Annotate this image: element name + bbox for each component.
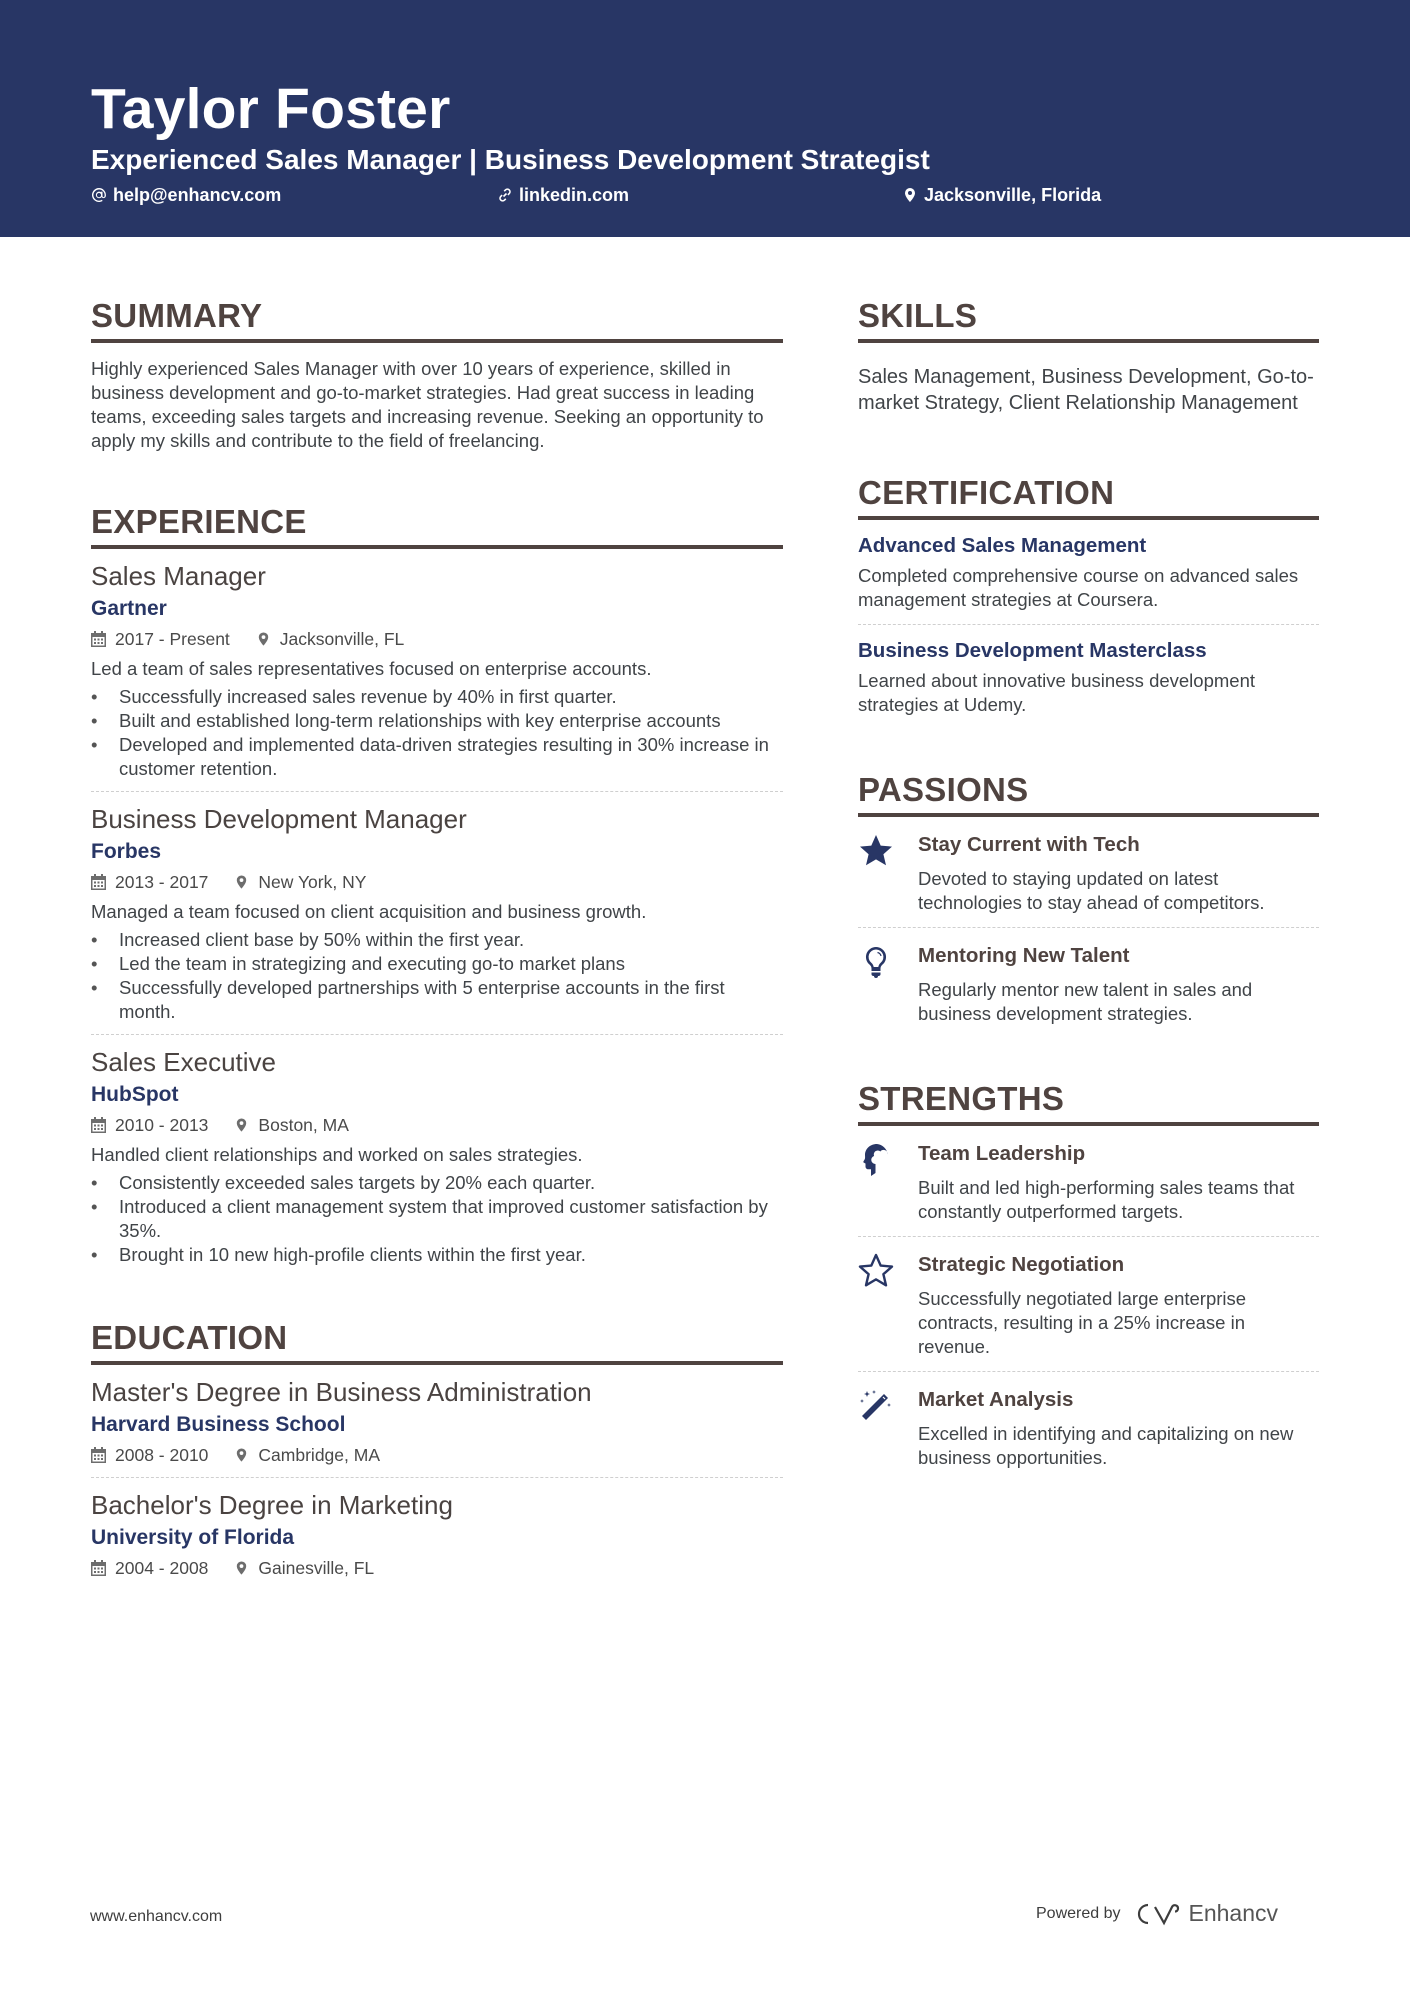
certification-entry — [858, 625, 1319, 729]
bullet-item: • Consistently exceeded sales targets by 20% each quarter. — [91, 1171, 783, 1195]
summary-heading: SUMMARY — [91, 295, 783, 343]
calendar-icon — [91, 1447, 106, 1463]
passion-text: Regularly mentor new talent in sales and business development strategies. — [918, 979, 1253, 1024]
passions-section — [858, 769, 1319, 1038]
strength-text: Excelled in identifying and capitalizing on new business opportunities. — [918, 1423, 1294, 1468]
bullet-item: • Successfully increased sales revenue by 40% in first quarter. — [91, 685, 783, 709]
contact-email[interactable] — [91, 183, 281, 207]
calendar-icon — [91, 874, 106, 890]
experience-section — [91, 501, 783, 1277]
school-name: University of Florida — [91, 1526, 295, 1549]
strength-entry — [858, 1126, 1319, 1237]
strengths-heading: STRENGTHS — [858, 1078, 1319, 1126]
candidate-name: Taylor Foster — [91, 77, 451, 141]
link-icon — [497, 187, 513, 203]
school-name: Harvard Business School — [91, 1413, 346, 1436]
passion-entry — [858, 928, 1319, 1038]
left-column — [91, 295, 783, 1590]
passion-title: Mentoring New Talent — [918, 944, 1130, 967]
skills-section — [858, 295, 1319, 416]
bullet-item: • Brought in 10 new high-profile clients within the first year. — [91, 1243, 783, 1267]
strength-text: Built and led high-performing sales teams that constantly outperformed targets. — [918, 1177, 1295, 1222]
location-pin-icon — [234, 1560, 249, 1576]
location-pin-icon — [234, 1447, 249, 1463]
education-section — [91, 1317, 783, 1590]
job-description: Managed a team focused on client acquisition and business growth. — [91, 901, 647, 922]
job-role: Sales Manager — [91, 561, 266, 591]
certification-text: Learned about innovative business development strategies at Udemy. — [858, 670, 1256, 715]
job-meta — [91, 1113, 783, 1137]
location-pin-icon — [234, 874, 249, 890]
certification-title: Business Development Masterclass — [858, 639, 1207, 662]
brand-logo — [1135, 1900, 1279, 1927]
job-role: Sales Executive — [91, 1047, 276, 1077]
degree: Master's Degree in Business Administration — [91, 1377, 592, 1407]
passion-entry — [858, 817, 1319, 928]
right-column — [858, 295, 1319, 1482]
certification-title: Advanced Sales Management — [858, 534, 1147, 557]
contact-location-text: Jacksonville, Florida — [924, 185, 1102, 205]
education-location: Gainesville, FL — [258, 1558, 375, 1578]
experience-entry — [91, 792, 783, 1035]
degree: Bachelor's Degree in Marketing — [91, 1490, 453, 1520]
certification-text: Completed comprehensive course on advanced sales management strategies at Coursera. — [858, 565, 1299, 610]
contact-location — [902, 183, 1101, 207]
passion-text: Devoted to staying updated on latest technologies to stay ahead of competitors. — [918, 868, 1265, 913]
contact-email-text: help@enhancv.com — [113, 185, 282, 205]
bullet-item: • Led the team in strategizing and executing go-to market plans — [91, 952, 783, 976]
job-meta — [91, 870, 783, 894]
passions-heading: PASSIONS — [858, 769, 1319, 817]
enhancv-logo-icon — [1135, 1901, 1181, 1927]
certification-section — [858, 472, 1319, 729]
experience-heading: EXPERIENCE — [91, 501, 783, 549]
summary-text: Highly experienced Sales Manager with over 10 years of experience, skilled in business development and go-to-market strategies. Had great success in leading teams, exceeding sales targets and increasing revenue. Seeking an opportunity to apply my skills and contribute to the field of freelancing. — [91, 358, 764, 451]
company-name: Gartner — [91, 597, 167, 620]
job-location: Boston, MA — [258, 1115, 349, 1135]
job-meta — [91, 627, 783, 651]
strength-title: Strategic Negotiation — [918, 1253, 1125, 1276]
resume-header — [0, 0, 1410, 237]
footer-branding[interactable] — [1036, 1900, 1278, 1927]
job-dates: 2017 - Present — [115, 629, 230, 649]
certification-entry — [858, 520, 1319, 625]
skills-heading: SKILLS — [858, 295, 1319, 343]
lightbulb-icon — [858, 944, 894, 980]
education-entry — [91, 1365, 783, 1478]
contact-linkedin[interactable] — [497, 183, 629, 207]
job-role: Business Development Manager — [91, 804, 467, 834]
job-bullets — [91, 685, 783, 781]
location-pin-icon — [256, 631, 271, 647]
candidate-title: Experienced Sales Manager | Business Development Strategist — [91, 144, 930, 175]
at-icon — [91, 187, 107, 203]
bullet-item: • Increased client base by 50% within the first year. — [91, 928, 783, 952]
location-pin-icon — [234, 1117, 249, 1133]
summary-section — [91, 295, 783, 453]
job-location: Jacksonville, FL — [279, 629, 405, 649]
star-outline-icon — [858, 1253, 894, 1289]
bullet-item: • Successfully developed partnerships with 5 enterprise accounts in the first month. — [91, 976, 783, 1024]
bullet-item: • Introduced a client management system that improved customer satisfaction by 35%. — [91, 1195, 783, 1243]
job-dates: 2010 - 2013 — [115, 1115, 209, 1135]
education-dates: 2004 - 2008 — [115, 1558, 209, 1578]
strengths-section — [858, 1078, 1319, 1482]
strength-title: Market Analysis — [918, 1388, 1074, 1411]
strength-entry — [858, 1237, 1319, 1372]
job-location: New York, NY — [258, 872, 367, 892]
head-brain-icon — [858, 1142, 894, 1178]
experience-entry — [91, 549, 783, 792]
footer-website-link[interactable]: www.enhancv.com — [90, 1908, 223, 1925]
calendar-icon — [91, 631, 106, 647]
calendar-icon — [91, 1560, 106, 1576]
strength-text: Successfully negotiated large enterprise contracts, resulting in a 25% increase in revenue. — [918, 1288, 1247, 1357]
job-bullets — [91, 1171, 783, 1267]
job-description: Handled client relationships and worked on sales strategies. — [91, 1144, 583, 1165]
job-dates: 2013 - 2017 — [115, 872, 209, 892]
location-pin-icon — [902, 187, 918, 203]
strength-entry — [858, 1372, 1319, 1482]
star-filled-icon — [858, 833, 894, 869]
certification-heading: CERTIFICATION — [858, 472, 1319, 520]
company-name: HubSpot — [91, 1083, 179, 1106]
job-description: Led a team of sales representatives focused on enterprise accounts. — [91, 658, 652, 679]
powered-by-label: Powered by — [1036, 1904, 1121, 1922]
strength-title: Team Leadership — [918, 1142, 1086, 1165]
education-location: Cambridge, MA — [258, 1445, 380, 1465]
education-heading: EDUCATION — [91, 1317, 783, 1365]
brand-name: Enhancv — [1188, 1900, 1279, 1926]
education-entry — [91, 1478, 783, 1590]
job-bullets — [91, 928, 783, 1024]
bullet-item: • Built and established long-term relationships with key enterprise accounts — [91, 709, 783, 733]
bullet-item: • Developed and implemented data-driven strategies resulting in 30% increase in customer retention. — [91, 733, 783, 781]
experience-entry — [91, 1035, 783, 1277]
calendar-icon — [91, 1117, 106, 1133]
education-meta — [91, 1443, 783, 1467]
contact-linkedin-text: linkedin.com — [519, 185, 630, 205]
magic-wand-icon — [858, 1388, 894, 1424]
skills-text: Sales Management, Business Development, Go-to-market Strategy, Client Relationship Management — [858, 366, 1314, 414]
passion-title: Stay Current with Tech — [918, 833, 1140, 856]
education-dates: 2008 - 2010 — [115, 1445, 209, 1465]
education-meta — [91, 1556, 783, 1580]
company-name: Forbes — [91, 840, 162, 863]
